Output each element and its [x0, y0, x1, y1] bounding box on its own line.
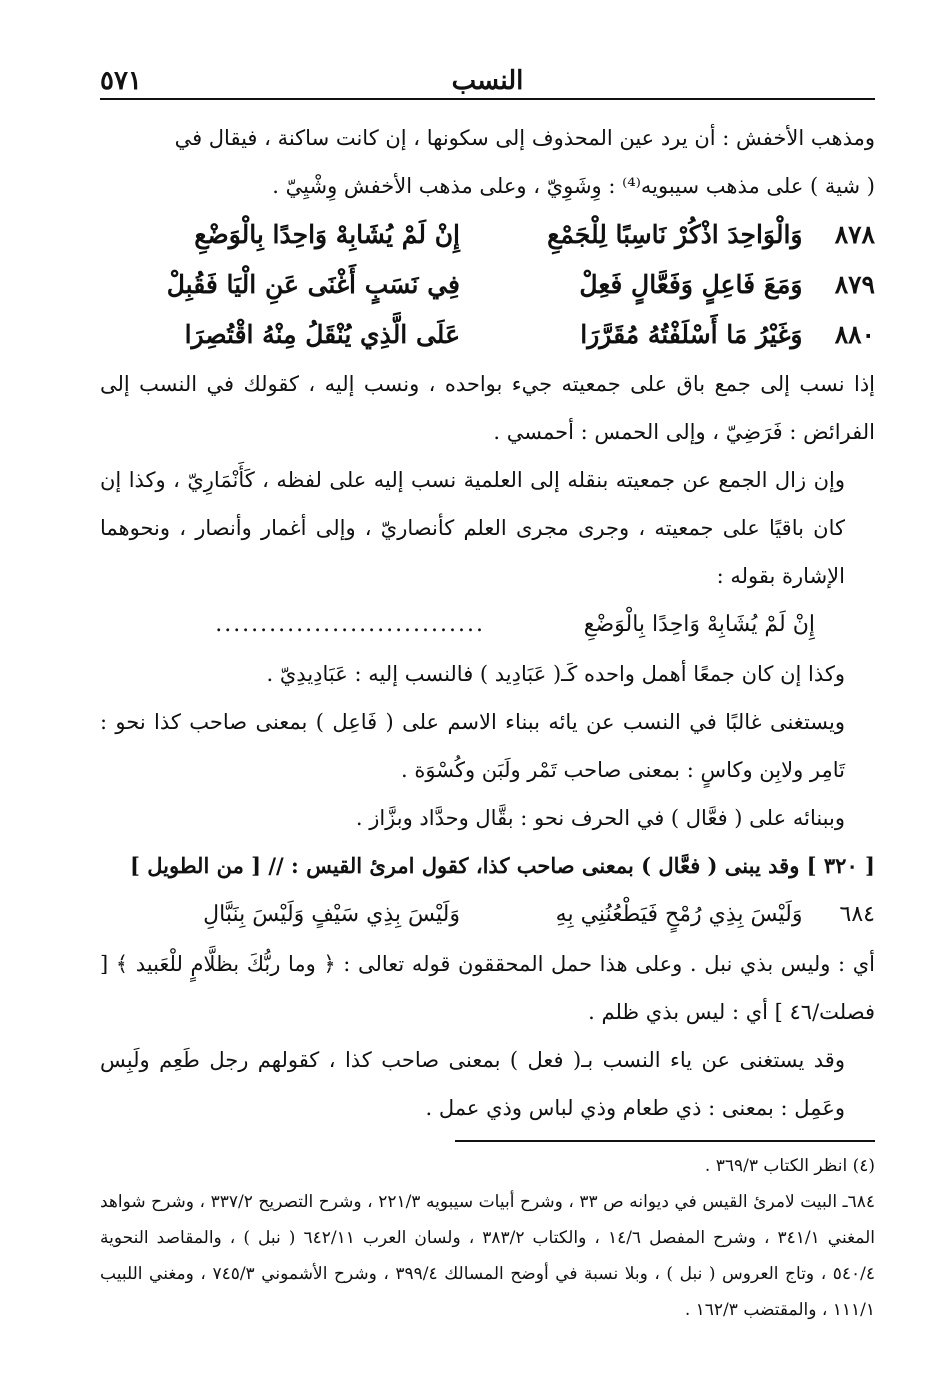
- paragraph-witness-320: [ ٣٢٠ ] وقد يبنى ( فعَّال ) بمعنى صاحب كذا، كقول امرئ القيس : // [ من الطويل ]: [129, 853, 875, 878]
- paragraph-faail: ويستغنى غالبًا في النسب عن يائه ببناء الاسم على ( فَاعِل ) بمعنى صاحب كذا نحو : تَامِر ولابِن وكاسٍ : بمعنى صاحب تَمْر ولَبَن وكُسْوَة .: [100, 710, 845, 782]
- verse-number: ٨٧٩: [834, 270, 875, 299]
- paragraph-faaal: وببنائه على ( فعَّال ) في الحرف نحو : بقَّال وحدَّاد وبزَّاز .: [355, 806, 845, 830]
- verse-880: [100, 310, 875, 360]
- main-text: [100, 114, 875, 1132]
- verse-second-half: وَلَيْسَ بِذِي سَيْفٍ وَلَيْسَ بِنَبَّالِ: [203, 902, 460, 927]
- footnote-4: (٤) انظر الكتاب ٣٦٩/٣ .: [704, 1156, 875, 1176]
- verse-first-half: وَالْوَاحِدَ اذْكُرْ نَاسِبًا لِلْجَمْعِ: [547, 220, 803, 249]
- quoted-half: إِنْ لَمْ يُشَابِهْ وَاحِدًا بِالْوَضْعِ: [583, 612, 815, 637]
- verse-first-half: وَغَيْرُ مَا أَسْلَفْتُهُ مُقَرَّرَا: [580, 320, 803, 349]
- chapter-title: النسب: [451, 66, 524, 96]
- quoted-hemistich: [100, 600, 875, 650]
- paragraph-shiya: ( شية ) على مذهب سيبويه⁽⁴⁾ : وِشَوِيّ ، وعلى مذهب الأخفش وِشْيِيّ .: [272, 174, 875, 198]
- verse-second-half: فِي نَسَبٍ أَغْنَى عَنِ الْيَا فَقُبِلْ: [166, 270, 460, 299]
- verse-number: ٨٧٨: [834, 220, 875, 249]
- footnote-684: ٦٨٤ـ البيت لامرئ القيس في ديوانه ص ٣٣ ، وشرح أبيات سيبويه ٢٢١/٣ ، وشرح التصريح ٣٣٧/٢ ، وشرح شواهد المغني ٣٤١/١ ، وشرح المفصل ١٤/٦ ، والكتاب ٣٨٣/٢ ، ولسان العرب ٦٤٢/١١ ( نبل ) ، والمقاصد النحوية ٥٤٠/٤ ، وتاج العروس ( نبل ) ، وبلا نسبة في أوضح المسالك ٣٩٩/٤ ، وشرح الأشموني ٧٤٥/٣ ، ومغني اللبيب ١١١/١ ، والمقتضب ١٦٢/٣ .: [100, 1192, 876, 1320]
- paragraph-fail: وقد يستغنى عن ياء النسب بـ( فعل ) بمعنى صاحب كذا ، كقولهم رجل طَعِم ولَبِس وعَمِل : بمعنى : ذي طعام وذي لباس وذي عمل .: [100, 1048, 845, 1120]
- paragraph-anmari: وإن زال الجمع عن جمعيته بنقله إلى العلمية نسب إليه على لفظه ، كَأَنْمَارِيّ ، وكذا إن كان باقيًا على جمعيته ، وجرى مجرى العلم كأنصاريّ ، وإلى أغمار وأنصار ، ونحوهما الإشارة بقوله :: [100, 468, 845, 588]
- verse-first-half: وَلَيْسَ بِذِي رُمْحٍ فَيَطْعُنُنِي بِهِ: [555, 902, 803, 927]
- verse-879: [100, 260, 875, 310]
- footnotes: [100, 1148, 875, 1328]
- verse-number: ٨٨٠: [834, 320, 875, 349]
- book-page: [100, 60, 875, 1360]
- paragraph-nabl: أي : وليس بذي نبل . وعلى هذا حمل المحققون قوله تعالى : ﴿ وما ربُّكَ بظلَّامٍ للْعَبيد ﴾ [ فصلت/٤٦ ] أي : ليس بذي ظلم .: [100, 952, 875, 1024]
- verse-number: ٦٨٤: [839, 902, 875, 927]
- verse-second-half: إِنْ لَمْ يُشَابِهْ وَاحِدًا بِالْوَضْعِ: [194, 220, 460, 249]
- verse-878: [100, 210, 875, 260]
- ellipsis-dots: ..............................: [215, 612, 485, 637]
- verse-684: [100, 890, 875, 940]
- verse-first-half: وَمَعَ فَاعِلٍ وَفَعَّالٍ فَعِلْ: [579, 270, 803, 299]
- paragraph-plural-nisba: إذا نسب إلى جمع باق على جمعيته جيء بواحده ، ونسب إليه ، كقولك في النسب إلى الفرائض : فَرَضِيّ ، وإلى الحمس : أحمسي .: [100, 372, 875, 444]
- paragraph-abadid: وكذا إن كان جمعًا أهمل واحده كَـ( عَبَادِيد ) فالنسب إليه : عَبَادِيدِيّ .: [266, 662, 845, 686]
- footnote-divider: [455, 1140, 875, 1142]
- paragraph-akhfash: ومذهب الأخفش : أن يرد عين المحذوف إلى سكونها ، إن كانت ساكنة ، فيقال في: [174, 126, 875, 150]
- page-number: ٥٧١: [100, 66, 142, 96]
- verse-second-half: عَلَى الَّذِي يُنْقَلُ مِنْهُ اقْتُصِرَا: [184, 320, 460, 349]
- page-header: [100, 60, 875, 100]
